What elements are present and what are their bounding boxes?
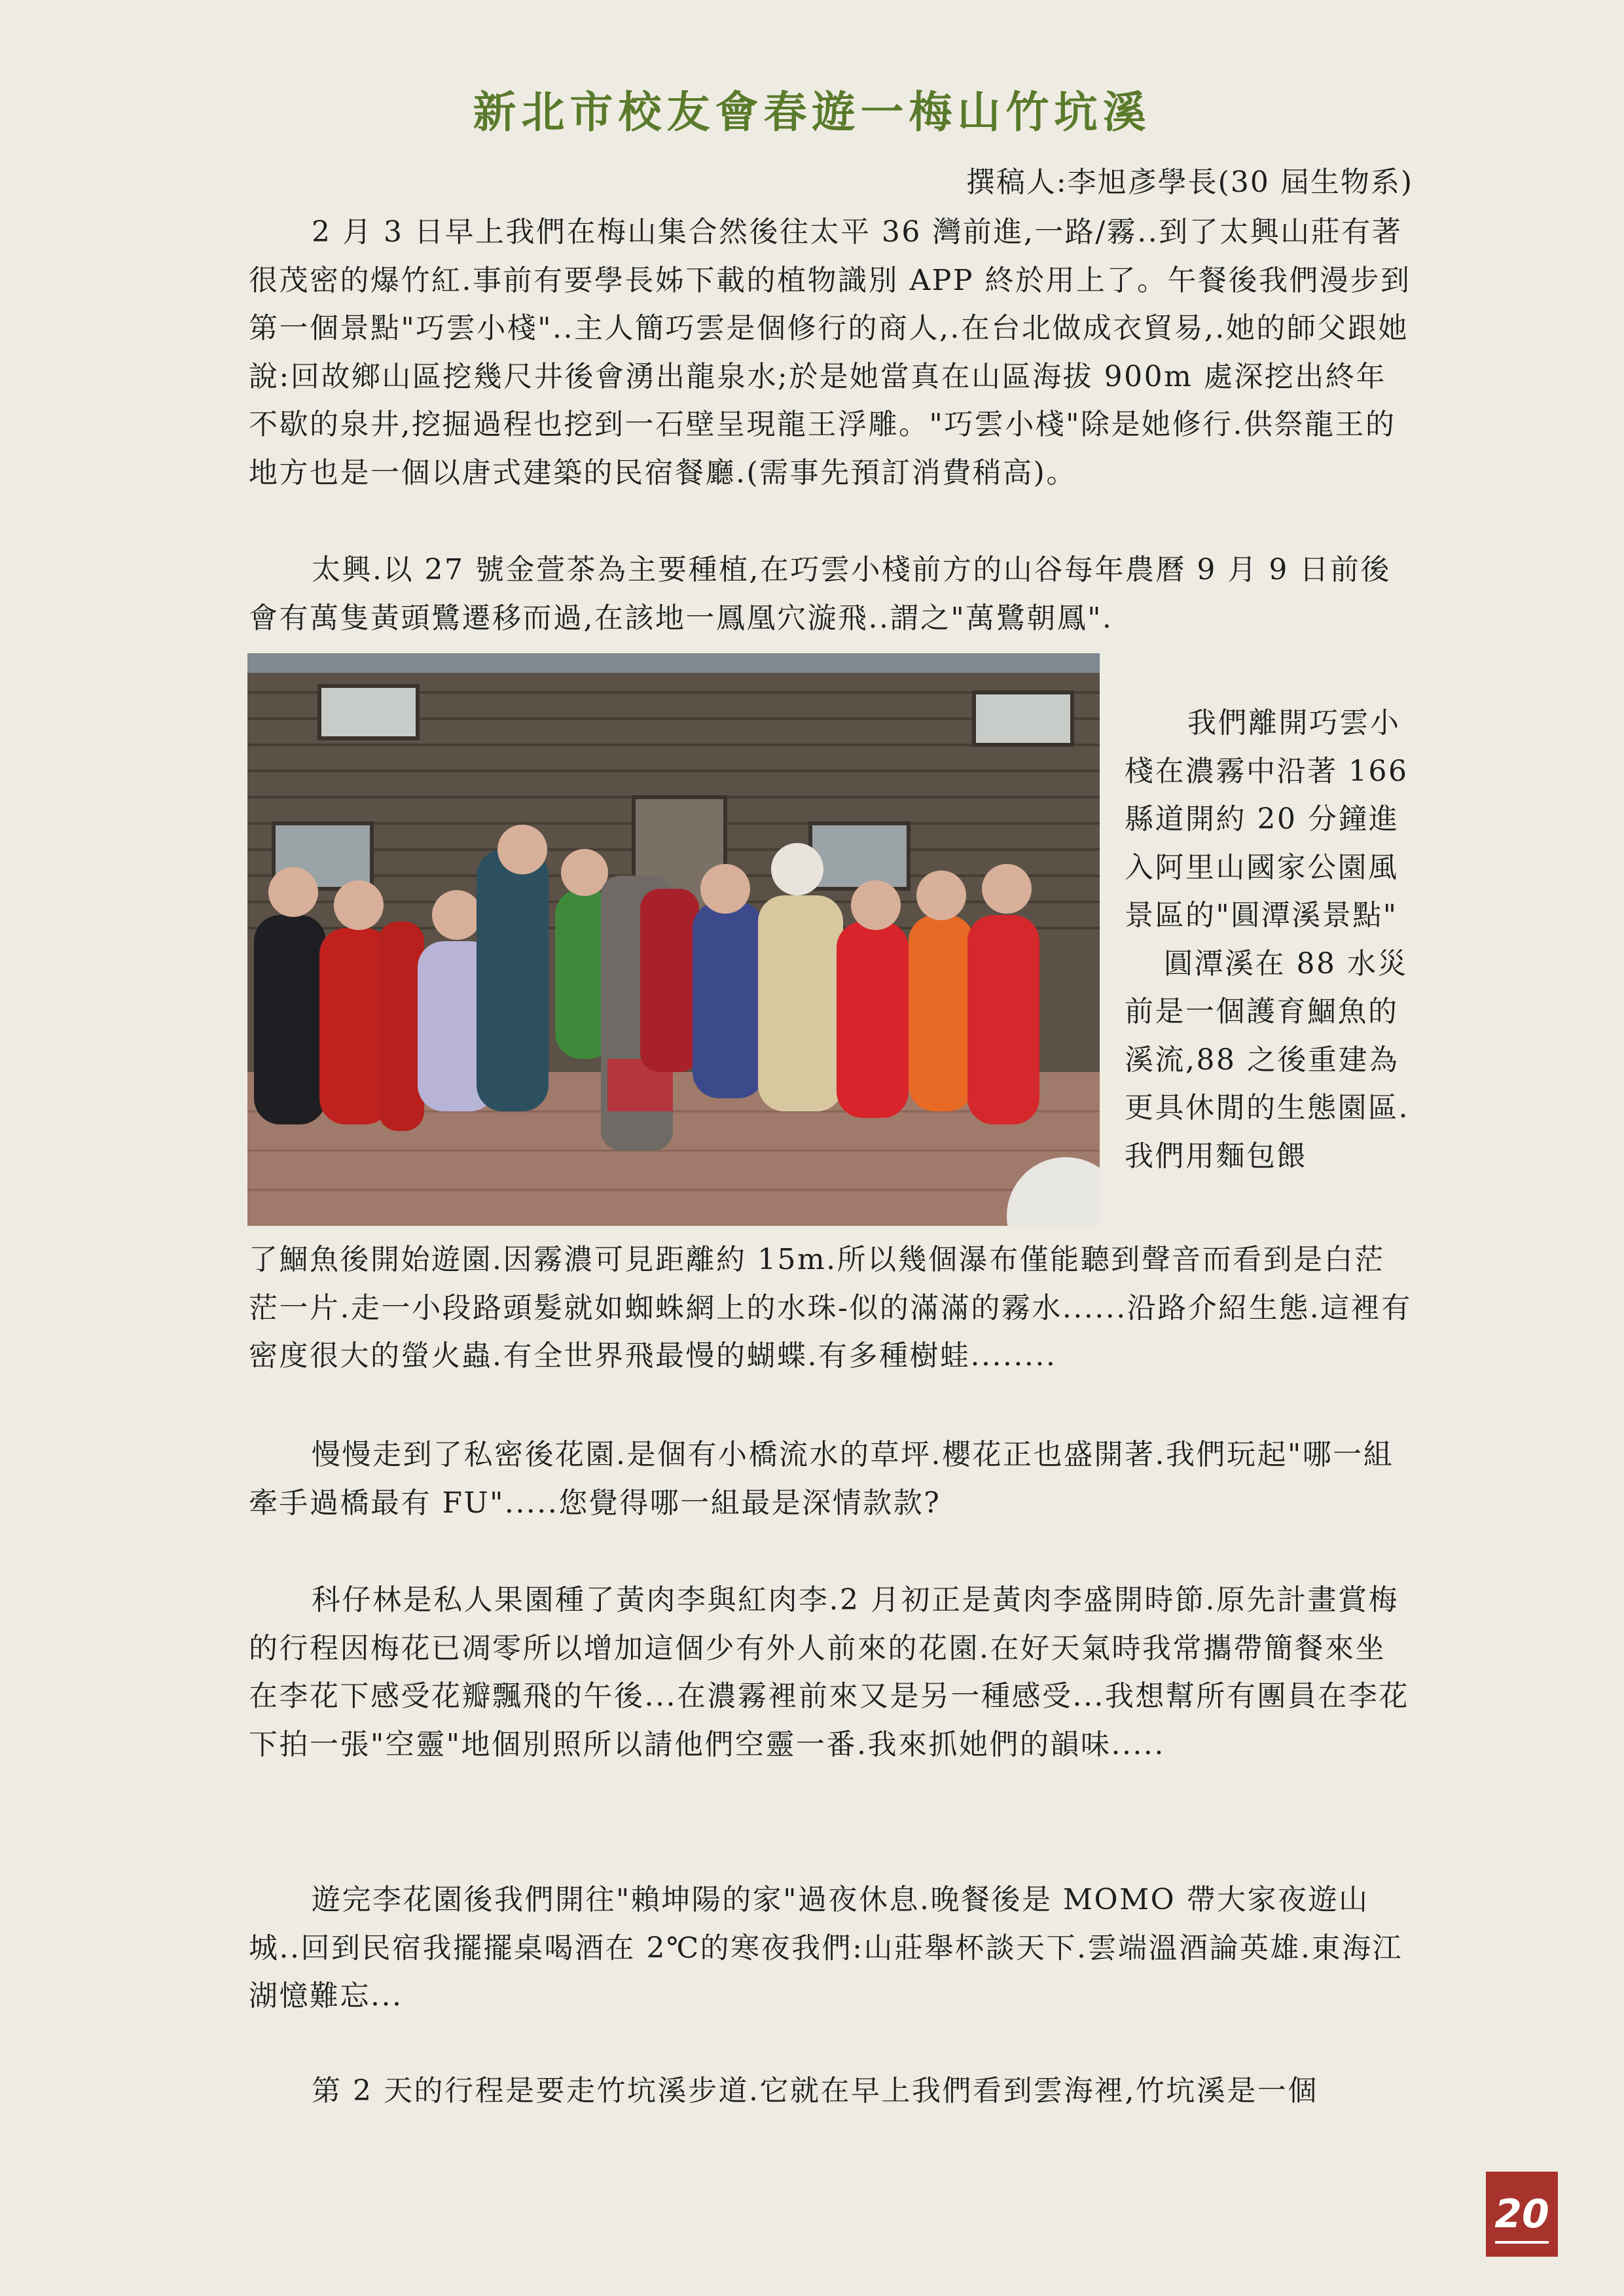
side-paragraph-2: 圓潭溪在 88 水災前是一個護育鯝魚的溪流,88 之後重建為更具休閒的生態園區.我們用麵包餵 bbox=[1125, 946, 1409, 1173]
side-paragraph-1: 我們離開巧雲小棧在濃霧中沿著 166 縣道開約 20 分鐘進入阿里山國家公園風景區的"圓潭溪景點" bbox=[1125, 706, 1409, 932]
group-photo bbox=[247, 653, 1100, 1226]
paragraph-5: 科仔林是私人果園種了黃肉李與紅肉李.2 月初正是黃肉李盛開時節.原先計畫賞梅的行程因梅花已凋零所以增加這個少有外人前來的花園.在好天氣時我常攜帶簡餐來坐在李花下感受花瓣飄飛的午後...在濃霧裡前來又是另一種感受...我想幫所有團員在李花下拍一張"空靈"地個別照所以請他們空靈一番.我來抓她們的韻味..... bbox=[249, 1583, 1409, 1761]
paragraph-1: 2 月 3 日早上我們在梅山集合然後往太平 36 灣前進,一路/霧..到了太興山莊有著很茂密的爆竹紅.事前有要學長姊下載的植物識別 APP 終於用上了。午餐後我們漫步到第一個景點"巧雲小棧"..主人簡巧雲是個修行的商人,.在台北做成衣貿易,.她的師父跟她說:回故鄉山區挖幾尺井後會湧出龍泉水;於是她當真在山區海拔 900m 處深挖出終年不歇的泉井,挖掘過程也挖到一石壁呈現龍王浮雕。"巧雲小棧"除是她修行.供祭龍王的地方也是一個以唐式建築的民宿餐廳.(需事先預訂消費稍高)。 bbox=[249, 215, 1411, 490]
author-line: 撰稿人:李旭彥學長(30 屆生物系) bbox=[965, 166, 1413, 199]
paragraph-6: 遊完李花園後我們開往"賴坤陽的家"過夜休息.晚餐後是 MOMO 帶大家夜遊山城..回到民宿我擺擺桌喝酒在 2℃的寒夜我們:山莊舉杯談天下.雲端溫酒論英雄.東海江湖憶難忘... bbox=[249, 1883, 1403, 2013]
paragraph-2: 太興.以 27 號金萱茶為主要種植,在巧雲小棧前方的山谷每年農曆 9 月 9 日前後會有萬隻黃頭鷺遷移而過,在該地一鳳凰穴漩飛..謂之"萬鷺朝鳳". bbox=[249, 553, 1391, 635]
page-number-underline bbox=[1495, 2241, 1549, 2244]
article-title: 新北市校友會春遊一梅山竹坑溪 bbox=[473, 87, 1151, 137]
page-number: 20 bbox=[1486, 2172, 1558, 2257]
photo-side-text bbox=[1125, 699, 1413, 1180]
paragraph-4: 慢慢走到了私密後花園.是個有小橋流水的草坪.櫻花正也盛開著.我們玩起"哪一組牽手過橋最有 FU".....您覺得哪一組最是深情款款? bbox=[249, 1438, 1394, 1520]
paragraph-3: 了鯝魚後開始遊園.因霧濃可見距離約 15m.所以幾個瀑布僅能聽到聲音而看到是白茫茫一片.走一小段路頭髮就如蜘蛛網上的水珠-似的滿滿的霧水......沿路介紹生態.這裡有密度很大的螢火蟲.有全世界飛最慢的蝴蝶.有多種樹蛙........ bbox=[249, 1243, 1412, 1372]
paragraph-7: 第 2 天的行程是要走竹坑溪步道.它就在早上我們看到雲海裡,竹坑溪是一個 bbox=[312, 2074, 1318, 2108]
